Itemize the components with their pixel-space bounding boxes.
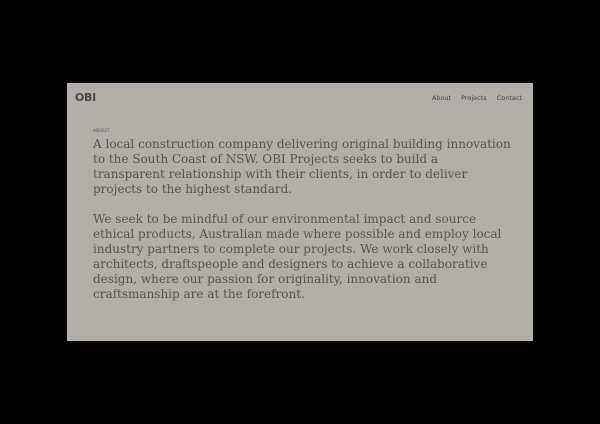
site-logo[interactable]: OBI xyxy=(75,91,96,104)
nav-link-about[interactable]: About xyxy=(431,94,452,102)
about-paragraph-1: A local construction company delivering original building innovation to the South Coast of NSW. OBI Projects seeks to build a transparent relationship with their clients, in order to deliver projects to the highest standard. xyxy=(93,137,511,196)
nav-link-projects[interactable]: Projects xyxy=(461,94,487,102)
about-section-label: ABOUT xyxy=(93,129,110,134)
about-copy xyxy=(93,137,513,302)
about-paragraph-2: We seek to be mindful of our environmental impact and source ethical products, Australian made where possible and employ local industry partners to complete our projects. We work closely with architects, draftspeople and designers to achieve a collaborative design, where our passion for originality, innovation and craftsmanship are at the forefront. xyxy=(93,212,502,301)
nav-link-contact[interactable]: Contact xyxy=(496,94,522,102)
main-nav xyxy=(432,94,522,102)
page-panel xyxy=(67,83,533,341)
